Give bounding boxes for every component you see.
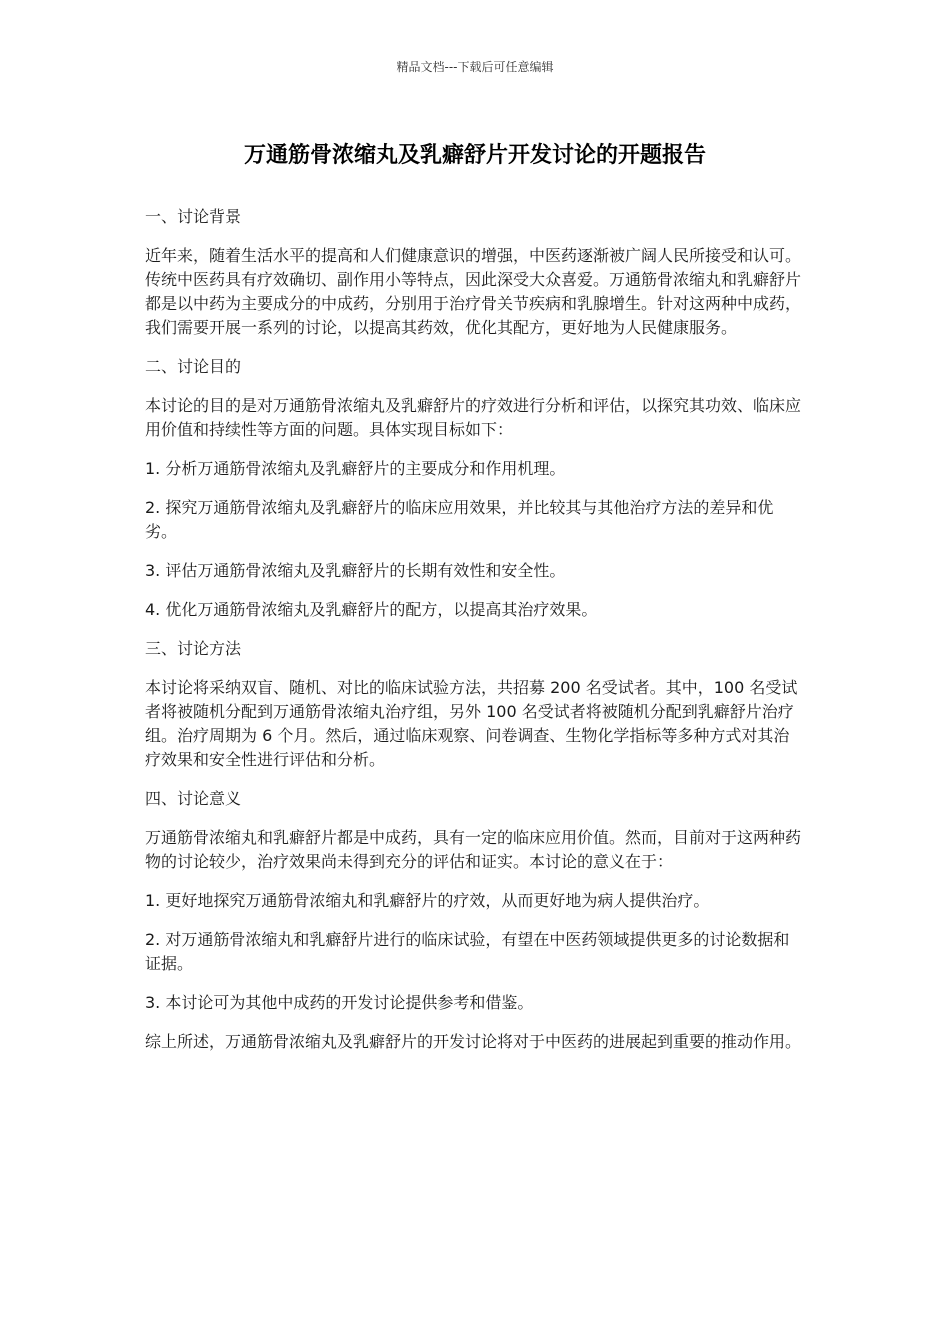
- purpose-item-1: 1. 分析万通筋骨浓缩丸及乳癖舒片的主要成分和作用机理。: [145, 459, 566, 478]
- document-body: [145, 205, 805, 1069]
- conclusion-paragraph: 综上所述，万通筋骨浓缩丸及乳癖舒片的开发讨论将对于中医药的进展起到重要的推动作用。: [145, 1032, 802, 1051]
- purpose-paragraph: 本讨论的目的是对万通筋骨浓缩丸及乳癖舒片的疗效进行分析和评估，以探究其功效、临床应用价值和持续性等方面的问题。具体实现目标如下：: [145, 396, 802, 439]
- background-paragraph: 近年来，随着生活水平的提高和人们健康意识的增强，中医药逐渐被广阔人民所接受和认可。传统中医药具有疗效确切、副作用小等特点，因此深受大众喜爱。万通筋骨浓缩丸和乳癖舒片都是以中药为主要成分的中成药，分别用于治疗骨关节疾病和乳腺增生。针对这两种中成药，我们需要开展一系列的讨论，以提高其药效，优化其配方，更好地为人民健康服务。: [145, 246, 802, 337]
- purpose-item-2: 2. 探究万通筋骨浓缩丸及乳癖舒片的临床应用效果，并比较其与其他治疗方法的差异和优劣。: [145, 498, 774, 541]
- significance-item-1: 1. 更好地探究万通筋骨浓缩丸和乳癖舒片的疗效，从而更好地为病人提供治疗。: [145, 891, 710, 910]
- section-heading-significance: 四、讨论意义: [145, 789, 242, 808]
- document-title: 万通筋骨浓缩丸及乳癖舒片开发讨论的开题报告: [243, 143, 706, 168]
- purpose-item-4: 4. 优化万通筋骨浓缩丸及乳癖舒片的配方，以提高其治疗效果。: [145, 600, 598, 619]
- significance-item-2: 2. 对万通筋骨浓缩丸和乳癖舒片进行的临床试验，有望在中医药领域提供更多的讨论数据和证据。: [145, 930, 790, 973]
- section-heading-background: 一、讨论背景: [145, 207, 242, 226]
- significance-item-3: 3. 本讨论可为其他中成药的开发讨论提供参考和借鉴。: [145, 993, 534, 1012]
- section-heading-method: 三、讨论方法: [145, 639, 242, 658]
- header-note: 精品文档---下载后可任意编辑: [396, 60, 554, 74]
- method-paragraph: 本讨论将采纳双盲、随机、对比的临床试验方法，共招募 200 名受试者。其中，100 名受试者将被随机分配到万通筋骨浓缩丸治疗组，另外 100 名受试者将被随机分配到乳癖舒片治疗组。治疗周期为 6 个月。然后，通过临床观察、问卷调查、生物化学指标等多种方式对其治疗效果和安全性进行评估和分析。: [145, 678, 798, 769]
- section-heading-purpose: 二、讨论目的: [145, 357, 242, 376]
- purpose-item-3: 3. 评估万通筋骨浓缩丸及乳癖舒片的长期有效性和安全性。: [145, 561, 566, 580]
- significance-paragraph: 万通筋骨浓缩丸和乳癖舒片都是中成药，具有一定的临床应用价值。然而，目前对于这两种药物的讨论较少，治疗效果尚未得到充分的评估和证实。本讨论的意义在于：: [145, 828, 802, 871]
